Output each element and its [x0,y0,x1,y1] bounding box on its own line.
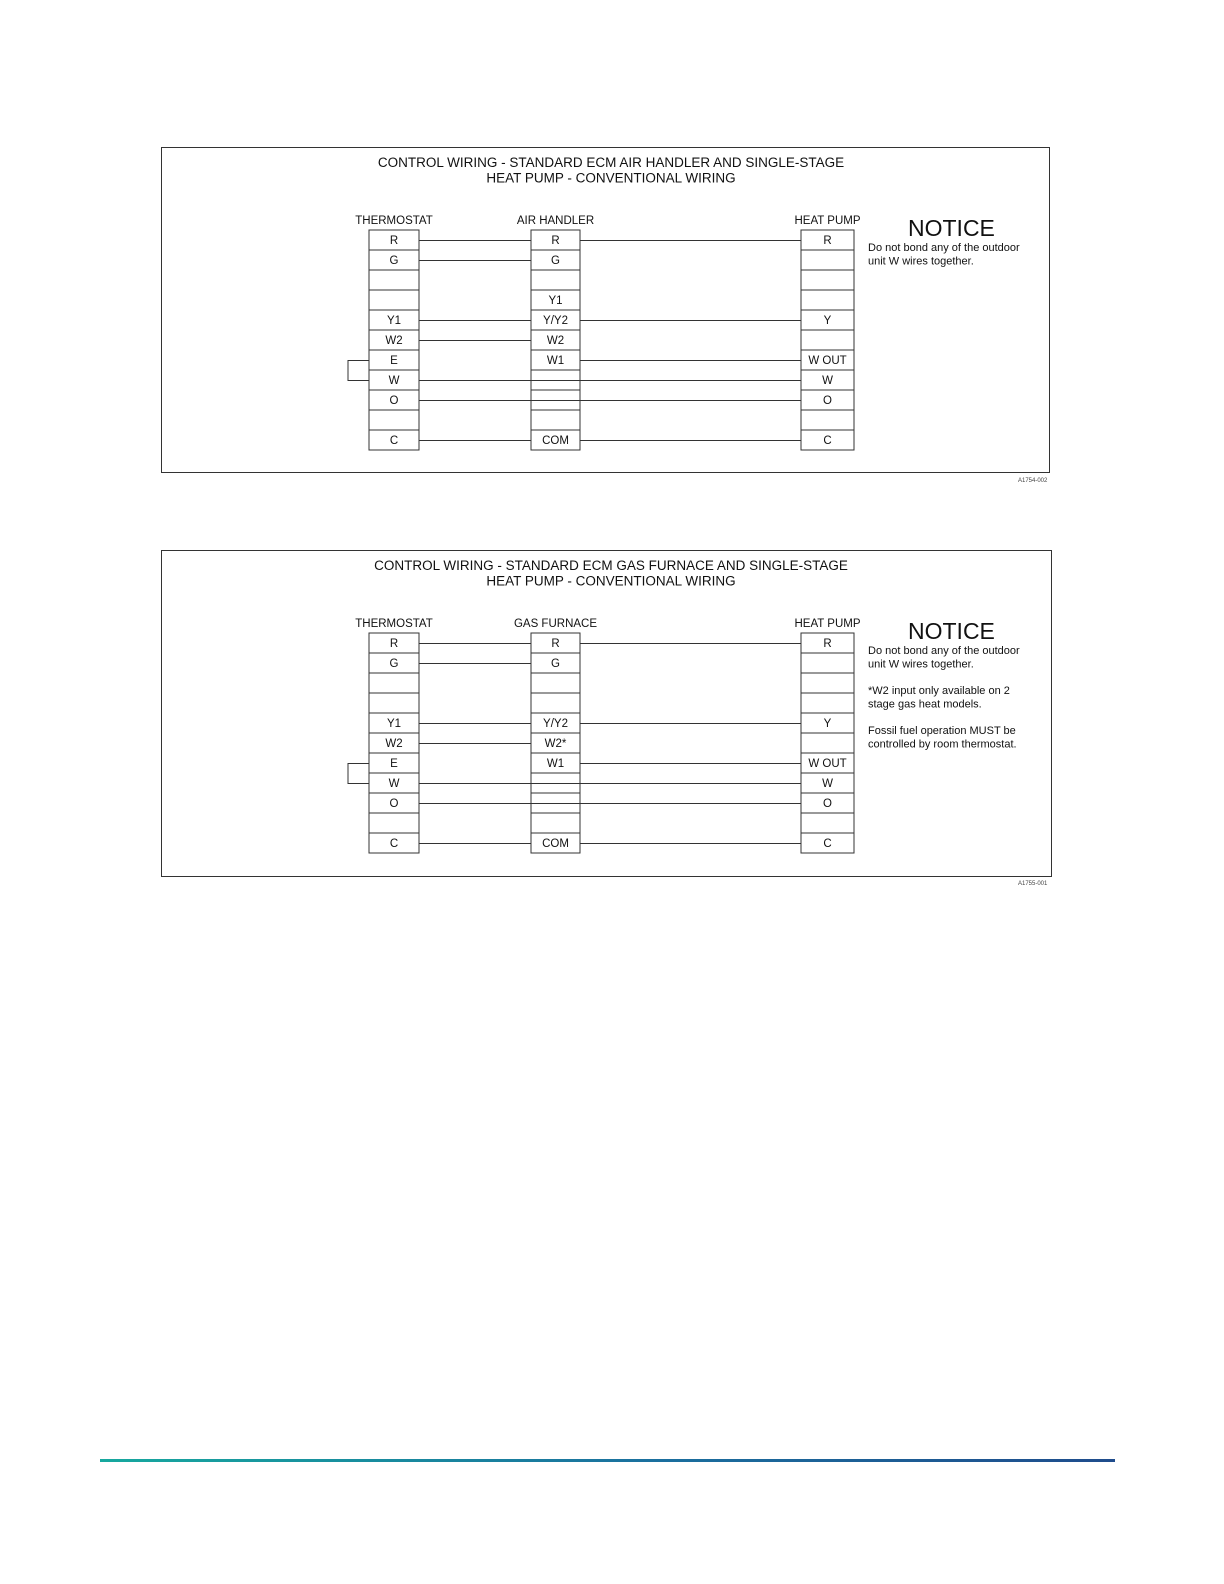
terminal-label: C [389,435,399,447]
notice-text: unit W wires together. [868,658,974,671]
column-title-middle: GAS FURNACE [513,618,598,630]
jumper-wire [348,764,369,784]
terminal-label: W [822,375,833,387]
terminal-label: Y [823,315,832,327]
jumper-wire [348,361,369,381]
terminal-label: R [389,235,399,247]
terminal-label: Y [823,718,832,730]
terminal-box [531,270,580,290]
terminal-label: W [388,375,400,387]
column-title-thermostat: THERMOSTAT [355,215,433,227]
terminal-label: R [551,235,560,247]
terminal-label: E [390,758,398,770]
notice-heading: NOTICE [908,618,995,644]
terminal-box [801,693,854,713]
column-title-middle: AIR HANDLER [516,215,595,227]
terminal-box [369,673,419,693]
column-title-heat-pump: HEAT PUMP [794,618,861,630]
notice-text: Fossil fuel operation MUST be [868,725,1016,737]
terminal-box [531,693,580,713]
notice-text: stage gas heat models. [868,698,982,711]
diagram-title-line: HEAT PUMP - CONVENTIONAL WIRING [486,170,736,186]
terminal-label: W2 [385,335,403,347]
terminal-label: W OUT [808,758,847,770]
diagram-title-line: HEAT PUMP - CONVENTIONAL WIRING [486,573,736,589]
diagram-title-line: CONTROL WIRING - STANDARD ECM GAS FURNACE AND SINGLE-STAGE [374,558,848,573]
diagram-title-line: CONTROL WIRING - STANDARD ECM AIR HANDLER AND SINGLE-STAGE [377,155,845,170]
notice-text: *W2 input only available on 2 [868,685,1010,697]
terminal-label: Y1 [386,718,402,730]
notice-heading: NOTICE [908,215,995,241]
terminal-box [801,653,854,673]
terminal-label: C [823,435,832,447]
terminal-label: Y1 [386,315,402,327]
terminal-box [369,693,419,713]
terminal-label: G [551,658,560,670]
notice-text: Do not bond any of the outdoor [868,242,1020,254]
terminal-label: COM [542,435,569,447]
terminal-box [369,410,419,430]
notice-text: controlled by room thermostat. [868,738,1017,751]
terminal-label: R [551,638,560,650]
column-title-thermostat: THERMOSTAT [355,618,433,630]
terminal-label: R [389,638,399,650]
terminal-box [801,330,854,350]
terminal-label: O [389,798,399,810]
terminal-label: Y1 [548,295,563,307]
terminal-box [801,733,854,753]
terminal-box [801,410,854,430]
terminal-label: W OUT [808,355,847,367]
wiring-diagram-air-handler [161,147,1050,473]
notice-text: unit W wires together. [868,255,974,268]
terminal-label: C [823,838,832,850]
terminal-label: COM [542,838,569,850]
terminal-box [531,410,580,430]
terminal-label: O [389,395,399,407]
terminal-label: Y/Y2 [543,315,568,327]
wiring-diagram-svg [162,148,1049,472]
terminal-label: G [551,255,560,267]
terminal-box [369,290,419,310]
terminal-label: E [390,355,398,367]
terminal-label: O [823,395,832,407]
terminal-label: Y/Y2 [543,718,568,730]
terminal-label: W [388,778,400,790]
notice-text: Do not bond any of the outdoor [868,645,1020,657]
terminal-box [801,250,854,270]
wiring-diagram-svg [162,551,1051,876]
terminal-label: W2* [544,738,567,750]
terminal-box [369,813,419,833]
terminal-label: W1 [546,355,565,367]
terminal-label: W1 [546,758,565,770]
figure-code: A1755-001 [1018,881,1048,887]
terminal-label: R [823,638,832,650]
terminal-box [801,813,854,833]
terminal-box [531,813,580,833]
terminal-box [801,290,854,310]
terminal-label: C [389,838,399,850]
wiring-diagram-gas-furnace [161,550,1052,877]
terminal-label: R [823,235,832,247]
terminal-label: G [389,658,399,670]
terminal-box [531,673,580,693]
figure-code: A1754-002 [1018,478,1048,484]
terminal-label: W2 [546,335,565,347]
column-title-heat-pump: HEAT PUMP [794,215,861,227]
terminal-label: O [823,798,832,810]
terminal-box [801,270,854,290]
terminal-label: W2 [385,738,403,750]
terminal-box [801,673,854,693]
terminal-label: W [822,778,833,790]
footer-rule [100,1459,1115,1462]
terminal-label: G [389,255,399,267]
terminal-box [369,270,419,290]
